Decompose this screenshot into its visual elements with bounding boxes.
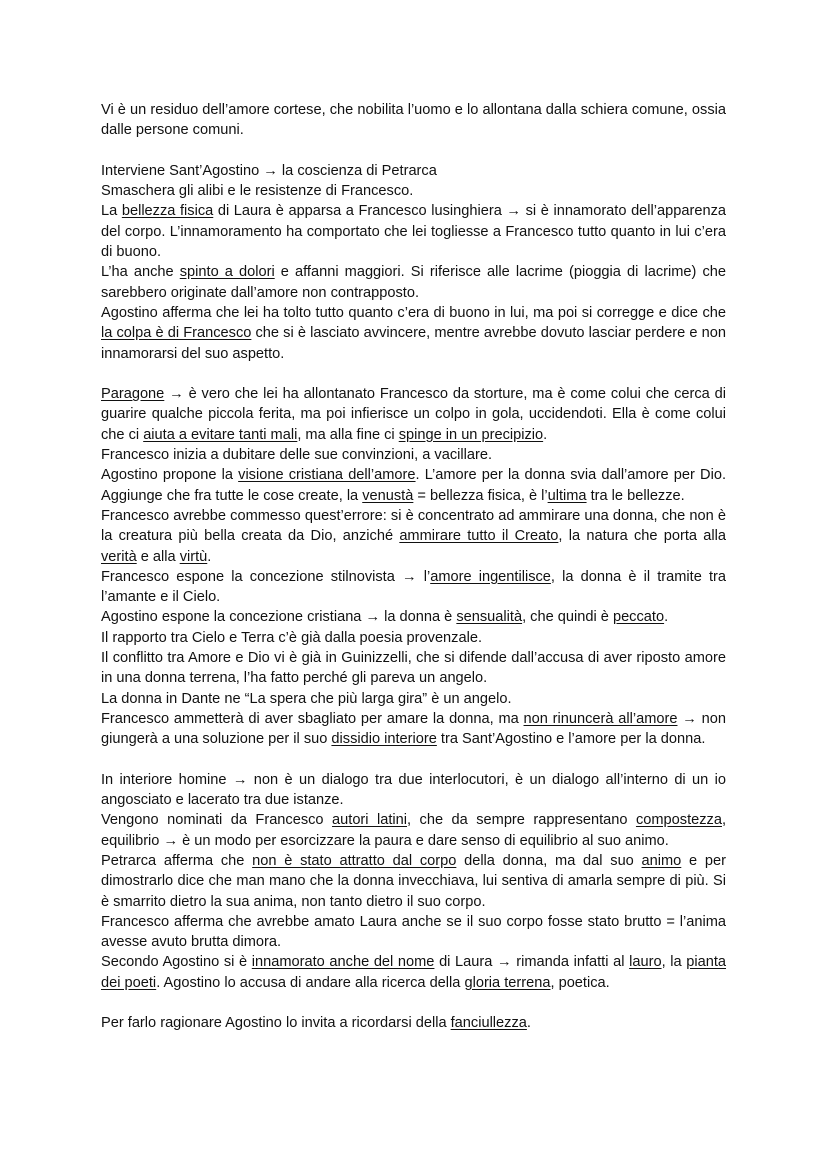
text-run: , equilibrio → è un modo per esorcizzare la paura e dare senso di equilibrio al suo animo.: [101, 812, 727, 849]
text-run: , poetica.: [550, 974, 610, 991]
underlined-text: dissidio interiore: [331, 731, 437, 748]
underlined-text: innamorato anche del nome: [251, 954, 435, 971]
paragraph-spacer: [101, 993, 726, 1013]
text-paragraph: [101, 567, 726, 608]
text-run: , la: [661, 954, 687, 971]
text-run: e affanni maggiori. Si riferisce alle lacrime (pioggia di lacrime) che sarebbero originate dall’amore non contrapposto.: [101, 264, 726, 301]
text-run: Francesco afferma che avrebbe amato Laura anche se il suo corpo fosse stato brutto = l’anima avesse avuto brutta dimora.: [101, 913, 726, 951]
underlined-text: sensualità: [456, 609, 523, 626]
underlined-text: spinge in un precipizio: [398, 426, 544, 443]
text-run: Agostino propone la: [101, 467, 239, 484]
text-run: Il conflitto tra Amore e Dio vi è già in Guinizzelli, che si difende dall’accusa di aver riposto amore in una donna terrena, l’ha fatto perché gli pareva un angelo.: [101, 650, 726, 687]
text-run: tra le bellezze.: [586, 487, 685, 504]
text-run: , che quindi è: [522, 609, 613, 626]
underlined-text: virtù: [179, 548, 208, 565]
text-run: Agostino afferma che lei ha tolto tutto quanto c’era di buono in lui, ma poi si corregge e dice che: [101, 304, 726, 321]
text-run: .: [526, 1015, 531, 1032]
text-run: Interviene Sant’Agostino → la coscienza di Petrarca: [101, 162, 437, 179]
text-paragraph: [101, 262, 726, 303]
text-run: della donna, ma dal suo: [456, 852, 642, 869]
text-run: e per dimostrarlo dice che man mano che la donna invecchiava, lui sentiva di amarla sempre di più. Si è smarrito dietro la sua anima, non tanto dietro il suo corpo.: [101, 852, 726, 910]
text-paragraph: [101, 201, 726, 262]
text-paragraph: [101, 445, 726, 465]
text-run: L’ha anche: [101, 264, 180, 281]
underlined-text: ultima: [547, 487, 587, 504]
text-paragraph: [101, 689, 726, 709]
text-run: .: [207, 548, 212, 565]
text-paragraph: [101, 607, 726, 627]
text-paragraph: [101, 912, 726, 953]
text-run: In interiore homine → non è un dialogo tra due interlocutori, è un dialogo all’interno di un io angosciato e lacerato tra due istanze.: [101, 771, 726, 809]
text-paragraph: [101, 952, 726, 993]
text-run: Il rapporto tra Cielo e Terra c’è già dalla poesia provenzale.: [101, 629, 483, 646]
text-paragraph: [101, 709, 726, 750]
text-paragraph: [101, 1013, 726, 1033]
text-run: , la donna è il tramite tra l’amante e il Cielo.: [101, 568, 726, 606]
text-run: Vengono nominati da Francesco: [101, 812, 333, 829]
underlined-text: peccato: [612, 609, 665, 626]
underlined-text: pianta dei poeti: [101, 954, 727, 991]
text-paragraph: [101, 628, 726, 648]
underlined-text: ammirare tutto il Creato: [399, 528, 559, 545]
text-run: di Laura → rimanda infatti al: [434, 954, 630, 971]
text-run: Petrarca afferma che: [101, 852, 253, 869]
underlined-text: autori latini: [332, 812, 408, 829]
text-run: Secondo Agostino si è: [101, 954, 252, 971]
text-run: Vi è un residuo dell’amore cortese, che nobilita l’uomo e lo allontana dalla schiera comune, ossia dalle persone comuni.: [101, 102, 726, 139]
text-run: Smaschera gli alibi e le resistenze di Francesco.: [101, 183, 414, 200]
paragraph-spacer: [101, 364, 726, 384]
underlined-text: verità: [101, 548, 137, 565]
text-run: .: [664, 609, 669, 626]
underlined-text: Paragone: [101, 386, 165, 403]
text-run: Francesco ammetterà di aver sbagliato per amare la donna, ma: [101, 710, 524, 727]
underlined-text: aiuta a evitare tanti mali: [143, 426, 298, 443]
text-run: La donna in Dante ne “La spera che più larga gira” è un angelo.: [101, 690, 512, 707]
underlined-text: visione cristiana dell’amore: [238, 467, 416, 484]
underlined-text: compostezza: [635, 812, 722, 829]
text-run: Per farlo ragionare Agostino lo invita a ricordarsi della: [101, 1015, 451, 1032]
text-run: . L’amore per la donna svia dall’amore per Dio. Aggiunge che fra tutte le cose create, la: [101, 467, 726, 504]
underlined-text: non è stato attratto dal corpo: [252, 852, 457, 869]
paragraph-spacer: [101, 141, 726, 161]
text-paragraph: [101, 384, 726, 445]
text-run: di Laura è apparsa a Francesco lusinghiera → si è innamorato dell’apparenza del corpo. L’innamoramento ha comportato che lei togliesse a Francesco tutto quanto in lui c’era di buono.: [101, 203, 726, 261]
text-run: e alla: [136, 548, 180, 565]
text-paragraph: [101, 851, 726, 912]
text-run: Francesco avrebbe commesso quest’errore: si è concentrato ad ammirare una donna, che non è la creatura più bella creata da Dio, anziché: [101, 507, 726, 545]
text-run: che si è lasciato avvincere, mentre avrebbe dovuto lasciar perdere e non innamorarsi del suo aspetto.: [101, 325, 727, 362]
text-paragraph: [101, 506, 726, 567]
underlined-text: bellezza fisica: [121, 203, 214, 220]
text-paragraph: [101, 648, 726, 689]
underlined-text: gloria terrena: [464, 974, 551, 991]
text-run: = bellezza fisica, è l’: [413, 487, 548, 504]
paragraph-spacer: [101, 750, 726, 770]
text-run: Francesco espone la concezione stilnovista → l’: [101, 568, 431, 585]
text-run: La: [101, 203, 122, 220]
underlined-text: lauro: [629, 954, 662, 971]
underlined-text: spinto a dolori: [179, 264, 275, 281]
text-paragraph: [101, 810, 726, 851]
text-paragraph: [101, 770, 726, 811]
text-paragraph: [101, 161, 726, 181]
text-run: , che da sempre rappresentano: [407, 812, 636, 829]
underlined-text: fanciullezza: [450, 1015, 527, 1032]
underlined-text: la colpa è di Francesco: [101, 325, 252, 342]
text-run: → è vero che lei ha allontanato Francesco da storture, ma è come colui che cerca di guarire qualche piccola ferita, ma poi infierisce un colpo in gola, uccidendoti. Ella è come colui che ci: [101, 386, 726, 443]
text-paragraph: [101, 181, 726, 201]
text-run: .: [543, 426, 548, 443]
text-run: . Agostino lo accusa di andare alla ricerca della: [156, 974, 465, 991]
underlined-text: venustà: [362, 487, 414, 504]
text-run: Francesco inizia a dubitare delle sue convinzioni, a vacillare.: [101, 447, 492, 464]
text-run: Agostino espone la concezione cristiana → la donna è: [101, 609, 457, 626]
text-run: , la natura che porta alla: [558, 528, 726, 545]
text-run: tra Sant’Agostino e l’amore per la donna.: [436, 731, 706, 748]
text-paragraph: [101, 465, 726, 506]
text-paragraph: [101, 100, 726, 141]
underlined-text: amore ingentilisce: [430, 568, 551, 585]
text-run: , ma alla fine ci: [297, 426, 399, 443]
underlined-text: non rinuncerà all’amore: [523, 710, 678, 727]
text-run: → non giungerà a una soluzione per il suo: [101, 710, 726, 748]
underlined-text: animo: [641, 852, 682, 869]
text-paragraph: [101, 303, 726, 364]
